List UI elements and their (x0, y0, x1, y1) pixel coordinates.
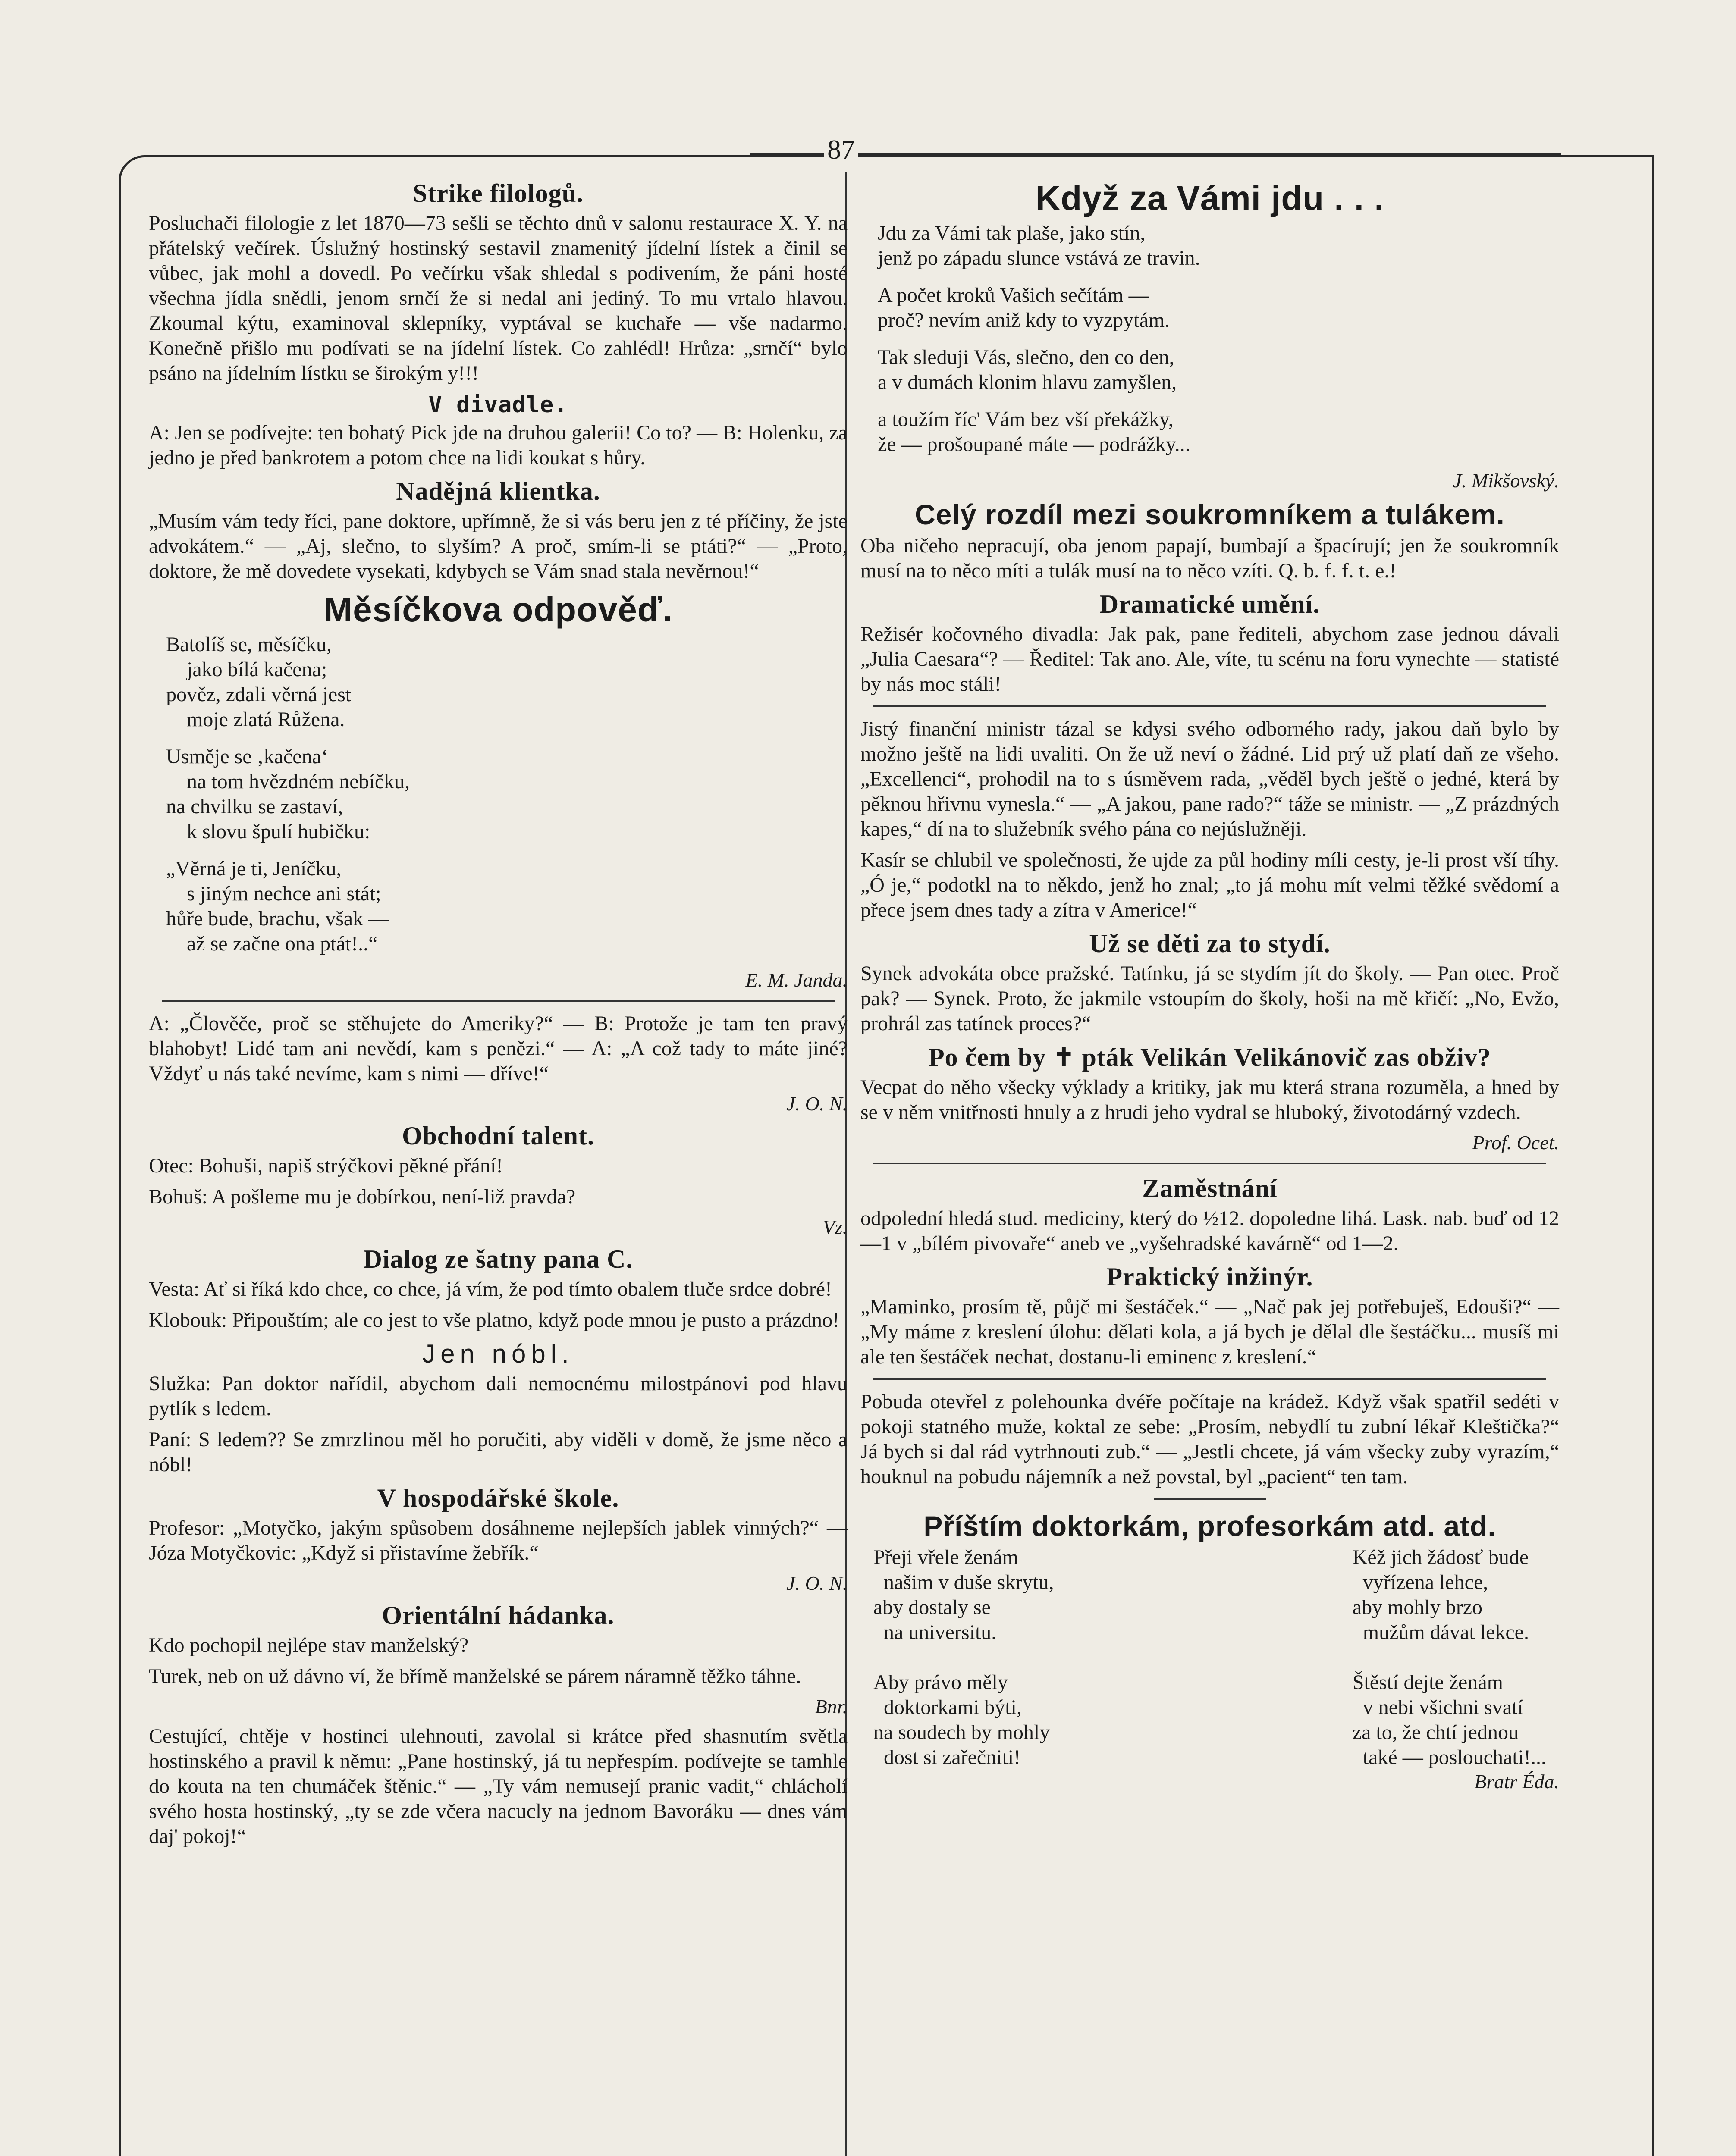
separator (162, 1000, 835, 1002)
separator (873, 1163, 1546, 1164)
right-column (860, 172, 1559, 1799)
kdyz-stanza-3: Tak sleduji Vás, slečno, den co den, a v dumách klonim hlavu zamyšlen, (878, 346, 1177, 394)
doktorkam-title: Příštím doktorkám, profesorkám atd. atd. (923, 1510, 1496, 1542)
ptak-title: Po čem by ✝ pták Velikán Velikánovič zas obživ? (928, 1043, 1491, 1072)
zamestnani-title: Zaměstnání (1142, 1174, 1278, 1203)
dialog-line-1: Vesta: Ať si říká kdo chce, co chce, já vím, že pod tímto obalem tluče srdce dobré! (149, 1278, 832, 1300)
stydi-title: Už se děti za to stydí. (1089, 929, 1331, 958)
divadle-text: A: Jen se podívejte: ten bohatý Pick jde na druhou galerii! Co to? — B: Holenku, za jedno je před bankrotem a potom chce na lidi koukat s hůry. (149, 421, 848, 469)
header-rule (750, 153, 1561, 155)
kdyz-stanza-4: a toužím říc' Vám bez vší překážky, že — prošoupané máte — podrážky... (878, 408, 1190, 456)
hadanka-signature: Bnr. (815, 1695, 848, 1717)
mesickova-signature: E. M. Janda. (745, 969, 848, 991)
stydi-text: Synek advokáta obce pražské. Tatínku, já se stydím jít do školy. — Pan otec. Proč pak? — Synek. Proto, že jakmile vstoupím do školy, hoši na mě křičí: „No, Evžo, prohrál zas tatínek proces?“ (860, 962, 1559, 1035)
mesickova-stanza-1: Batolíš se, měsíčku, jako bílá kačena; pověz, zdali věrná jest moje zlatá Růžena. (166, 633, 352, 731)
obchodni-line-1: Otec: Bohuši, napiš strýčkovi pěkné přání! (149, 1154, 503, 1177)
mesickova-title: Měsíčkova odpověď. (323, 590, 673, 629)
kdyz-title: Když za Vámi jdu . . . (1035, 179, 1384, 217)
klientka-title: Nadějná klientka. (396, 477, 600, 505)
kasir-text: Kasír se chlubil ve společnosti, že ujde za půl hodiny míli cesty, je-li prost vší tíhy. „Ó je,“ podotkl na to někdo, jenž ho znal; „to já mohu mít velmi těžké svědomí a přece jsem dnes tady a zítra v Americe!“ (860, 849, 1559, 921)
klientka-text: „Musím vám tedy říci, pane doktore, upřímně, že si vás beru jen z té příčiny, že jste advokátem.“ — „Aj, slečno, to slyším? A proč, smím-li se ptáti?“ — „Proto, doktore, že mě dovedete vysekati, kdybych se Vám snad stala nevěrnou!“ (149, 510, 848, 583)
dramaticke-title: Dramatické umění. (1099, 590, 1320, 618)
nobl-line-1: Služka: Pan doktor nařídil, abychom dali nemocnému milostpánovi pod hlavu pytlík s ledem. (149, 1372, 848, 1420)
rozdil-text: Oba ničeho nepracují, oba jenom papají, bumbají a špacírují; jen že soukromník musí na to něco míti a tulák musí na to něco vzíti. Q. b. f. f. t. e.! (860, 534, 1559, 582)
pobuda-text: Pobuda otevřel z polehounka dvéře počítaje na krádež. Když však spatřil sedéti v pokoji statného muže, koktal ze sebe: „Prosím, nebydlí tu zubní lékař Kleštička?“ Já bych si dal rád vytrhnouti zub.“ — „Jestli chcete, já vám všecky zuby vyrazím,“ houknul na pobudu nájemník a než povstal, byl „pacient“ ten tam. (860, 1390, 1559, 1488)
obchodni-line-2: Bohuš: A pošleme mu je dobírkou, není-liž pravda? (149, 1185, 576, 1208)
divadle-title: V divadle. (428, 392, 568, 418)
inzenyr-title: Praktický inžinýr. (1106, 1263, 1313, 1291)
hospodarske-title: V hospodářské škole. (377, 1484, 619, 1512)
kdyz-stanza-2: A počet kroků Vašich sečítám — proč? nevím aniž kdy to vyzpytám. (878, 284, 1170, 332)
hostinsky-text: Cestující, chtěje v hostinci ulehnouti, zavolal si krátce před shasnutím světla hostinského a pravil k němu: „Pane hostinský, já tu nepřespím. podívejte se tamhle do kouta na ten chumáček štěnic.“ — „Ty vám nemusejí pranic vadit,“ chlácholí svého hosta hostinský, „ty se zde včera nacucly na jednom Bavoráku — dnes vám daj' pokoj!“ (149, 1725, 848, 1848)
page-number: 87 (824, 134, 858, 166)
strike-title: Strike filologů. (412, 179, 584, 207)
kdyz-signature: J. Mikšovský. (1453, 470, 1559, 492)
ministr-text: Jistý finanční ministr tázal se kdysi svého odborného rady, jakou daň bylo by možno ještě na lidi uvaliti. On že už neví o žádné. Lid prý už platí daň ze všeho. „Excellenci“, prohodil na to s úsměvem rada, „věděl bych ještě o jedné, která by pěknou hřivnu vynesla.“ — „A jakou, pane rado?“ táže se ministr. — „Z prázdných kapes,“ dí na to služebník svého pána co nejúslužněji. (860, 718, 1559, 840)
dramaticke-text: Režisér kočovného divadla: Jak pak, pane řediteli, abychom zase jednou dávali „Julia Caesara“? — Ředitel: Tak ano. Ale, víte, tu scénu na foru vynechte — statisté by nás moc stáli! (860, 623, 1559, 696)
strike-text: Posluchači filologie z let 1870—73 sešli se těchto dnů v salonu restaurace X. Y. na přátelský večírek. Úslužný hostinský sestavil znamenitý jídelní lístek a činil se vůbec, jak mohl a dovedl. Po večírku však shledal s podivením, že páni hosté všechna jídla snědli, jenom srnčí že si nedal ani jediný. To mu vrtalo hlavou. Zkoumal kýtu, examinoval sklepníky, vyptával se kuchaře — vše nadarmo. Konečně přišlo mu podívati se na jídelní lístek. Co zahlédl! Hrůza: „srnčí“ bylo psáno na jídelním lístku se širokým y!!! (149, 212, 848, 385)
doktorkam-poem-right: Kéž jich žádosť bude vyřízena lehce, aby mohly brzo mužům dávat lekce. Štěstí dejte ženám v nebi všichni svatí za to, že chtí jednou také — poslouchati!... (1352, 1546, 1546, 1769)
separator (873, 1378, 1546, 1380)
doktorkam-poem-left: Přeji vřele ženám našim v duše skrytu, aby dostaly se na universitu. Aby právo měly doktorkami býti, na soudech by mohly dost si zařečniti! (873, 1546, 1054, 1769)
separator (873, 705, 1546, 707)
ptak-signature: Prof. Ocet. (1472, 1131, 1559, 1153)
left-column (149, 172, 848, 1855)
nobl-title: Jen nóbl. (422, 1339, 574, 1368)
nobl-line-2: Paní: S ledem?? Se zmrzlinou měl ho poručiti, aby viděli v domě, že jsme něco a nóbl! (149, 1428, 848, 1476)
ptak-text: Vecpat do něho všecky výklady a kritiky, jak mu která strana rozuměla, a hned by se v něm vnitřnosti hnuly a z hrudi jeho vydral se hluboký, životodárný vzdech. (860, 1076, 1559, 1124)
hadanka-line-1: Kdo pochopil nejlépe stav manželský? (149, 1634, 469, 1657)
mesickova-stanza-3: „Věrná je ti, Jeníčku, s jiným nechce ani stát; hůře bude, brachu, však — až se začne ona ptát!..“ (166, 857, 389, 955)
hospodarske-signature: J. O. N. (786, 1572, 848, 1594)
doktorkam-poems (860, 1545, 1559, 1770)
obchodni-signature: Vz. (822, 1216, 848, 1238)
hadanka-line-2: Turek, neb on už dávno ví, že břímě manželské se párem náramně těžko táhne. (149, 1665, 801, 1688)
zamestnani-text: odpolední hledá stud. mediciny, který do ½12. dopoledne lihá. Lask. nab. buď od 12—1 v „bílém pivovaře“ aneb ve „vyšehradské kavárně“ od 1—2. (860, 1207, 1559, 1255)
inzenyr-text: „Maminko, prosím tě, půjč mi šestáček.“ — „Nač pak jej potřebuješ, Edouši?“ — „My máme z kreslení úlohu: dělati kola, a já bych je dělal dle šestáčku... musíš mi ale ten šestáček nechat, dostanu-li eminenc z kreslení.“ (860, 1295, 1559, 1368)
separator (1154, 1498, 1266, 1500)
mesickova-stanza-2: Usměje se ‚kačena‘ na tom hvězdném nebíčku, na chvilku se zastaví, k slovu špulí hubičku: (166, 745, 410, 843)
rozdil-title: Celý rozdíl mezi soukromníkem a tulákem. (915, 498, 1505, 530)
kdyz-stanza-1: Jdu za Vámi tak plaše, jako stín, jenž po západu slunce vstává ze travin. (878, 222, 1200, 270)
dialog-title: Dialog ze šatny pana C. (363, 1245, 633, 1273)
hospodarske-text: Profesor: „Motyčko, jakým spůsobem dosáhneme nejlepších jablek vinných?“ — Józa Motyčkovic: „Když si přistavíme žebřík.“ (149, 1517, 848, 1564)
doktorkam-signature: Bratr Éda. (1474, 1771, 1559, 1792)
amerika-signature: J. O. N. (786, 1093, 848, 1115)
obchodni-title: Obchodní talent. (402, 1122, 595, 1150)
dialog-line-2: Klobouk: Připouštím; ale co jest to vše platno, když pode mnou je pusto a prázdno! (149, 1309, 840, 1332)
hadanka-title: Orientální hádanka. (382, 1601, 615, 1630)
amerika-text: A: „Člověče, proč se stěhujete do Ameriky?“ — B: Protože je tam ten pravý blahobyt! Lidé tam ani nevědí, kam s penězi.“ — A: „A což tady to máte jiné? Vždyť u nás také nevíme, kam s nimi — dříve!“ (149, 1012, 848, 1085)
